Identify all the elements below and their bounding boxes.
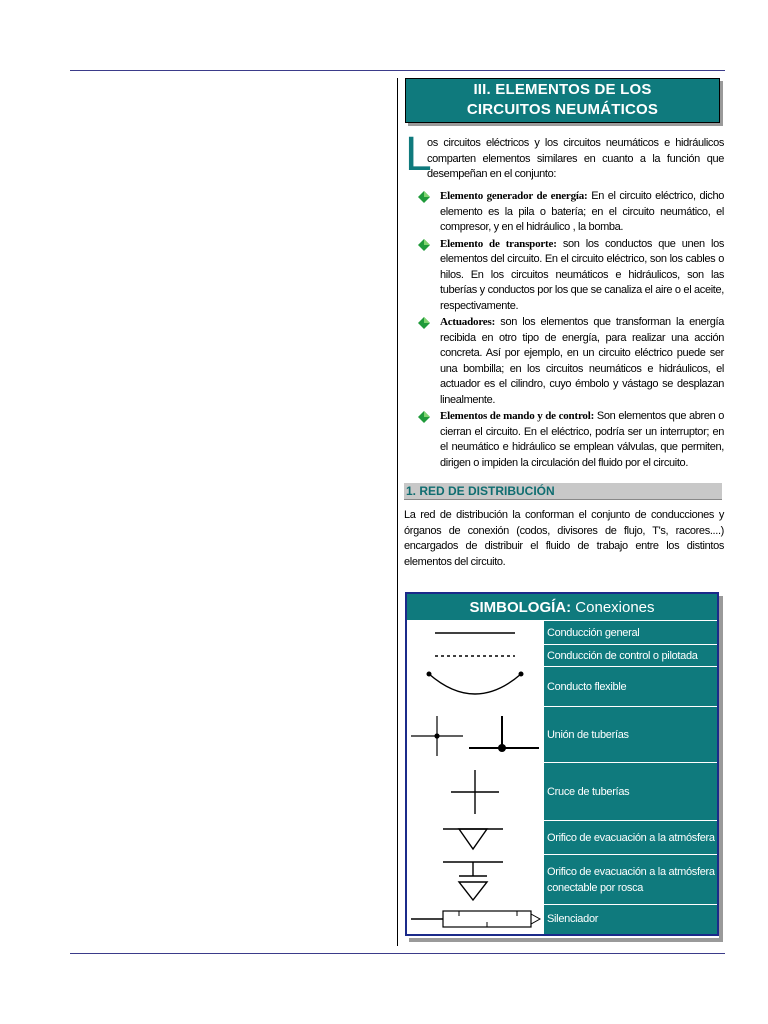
list-item — [404, 409, 724, 471]
chapter-title-box — [405, 78, 720, 123]
chapter-title-line2: CIRCUITOS NEUMÁTICOS — [466, 101, 659, 118]
table-row — [406, 621, 718, 645]
symbol-label: Cruce de tuberías — [544, 763, 719, 821]
elements-list — [404, 189, 724, 471]
general-conduction-symbol — [406, 621, 544, 645]
symbol-label: Silenciador — [544, 905, 719, 935]
list-item-term: Elemento generador de energía: — [440, 190, 588, 202]
table-row — [406, 855, 718, 905]
table-row — [406, 763, 718, 821]
symbology-heading-rest: Conexiones — [571, 598, 655, 616]
diamond-bullet-icon — [418, 239, 430, 251]
list-item-term: Actuadores: — [440, 316, 496, 328]
flexible-conduit-symbol — [406, 667, 544, 707]
diamond-bullet-icon — [418, 411, 430, 423]
symbol-label: Conducción de control o pilotada — [544, 645, 719, 667]
content-column — [404, 78, 724, 570]
list-item — [404, 315, 724, 408]
diamond-bullet-icon — [418, 317, 430, 329]
symbology-table-wrapper — [405, 592, 719, 938]
table-row — [406, 645, 718, 667]
symbol-label: Conducción general — [544, 621, 719, 645]
symbol-label: Orifico de evacuación a la atmósfera — [544, 821, 719, 855]
control-conduction-symbol — [406, 645, 544, 667]
symbology-heading — [406, 593, 718, 621]
list-item-term: Elementos de mando y de control: — [440, 410, 595, 422]
bottom-rule — [70, 953, 725, 954]
list-item-text: son los conductos que unen los elementos del circuito. En el circuito eléctrico, son los cables o hilos. En los circuitos neumáticos e hidráulicos, son las tuberías y conductos por los que se canaliza el aire o el aceite, respectivamente. — [440, 237, 724, 312]
list-item-text: Son elementos que abren o cierran el circuito. En el eléctrico, podría ser un interruptor; en el neumático e hidráulico se emplean válvulas, que permiten, dirigen o impiden la circulación del fluido por el circuito. — [440, 410, 724, 469]
list-item — [404, 189, 724, 236]
symbology-heading-bold: SIMBOLOGÍA: — [469, 598, 572, 616]
intro-text: os circuitos eléctricos y los circuitos neumáticos e hidráulicos comparten elementos similares en cuanto a la función que desempeñan en el conjunto: — [427, 137, 724, 180]
list-item-term: Elemento de transporte: — [440, 237, 557, 250]
column-divider — [397, 78, 398, 946]
exhaust-orifice-symbol — [406, 821, 544, 855]
table-row — [406, 821, 718, 855]
pipe-union-symbol — [406, 707, 544, 763]
top-rule — [70, 70, 725, 71]
section-heading: 1. RED DE DISTRIBUCIÓN — [404, 483, 722, 500]
list-item — [404, 237, 724, 315]
symbology-table — [405, 592, 719, 936]
table-row — [406, 905, 718, 935]
table-row — [406, 707, 718, 763]
table-row — [406, 667, 718, 707]
symbol-label: Conducto flexible — [544, 667, 719, 707]
drop-cap: L — [405, 128, 432, 181]
section-paragraph: La red de distribución la conforman el conjunto de conducciones y órganos de conexión (codos, divisores de flujo, T's, racores....) encargados de distribuir el fluido de trabajo entre los distintos elementos del circuito. — [404, 509, 724, 568]
list-item-text: En el circuito eléctrico, dicho elemento es la pila o batería; en el circuito neumático, el compresor, y en el hidráulico , la bomba. — [440, 190, 724, 233]
symbol-label: Orifico de evacuación a la atmósfera conectable por rosca — [544, 855, 719, 905]
symbol-label: Unión de tuberías — [544, 707, 719, 763]
list-item-text: son los elementos que transforman la energía recibida en otro tipo de energía, para realizar una acción concreta. Así por ejemplo, en un circuito eléctrico puede ser una bombilla; en los circuitos neumáticos e hidráulicos, el actuador es el cilindro, cuyo émbolo y vástago se desplazan linealmente. — [440, 316, 724, 406]
chapter-title-line1: III. ELEMENTOS DE LOS — [473, 81, 652, 98]
silencer-symbol — [406, 905, 544, 935]
intro-paragraph — [404, 128, 724, 181]
threaded-exhaust-orifice-symbol — [406, 855, 544, 905]
pipe-crossing-symbol — [406, 763, 544, 821]
diamond-bullet-icon — [418, 191, 430, 203]
